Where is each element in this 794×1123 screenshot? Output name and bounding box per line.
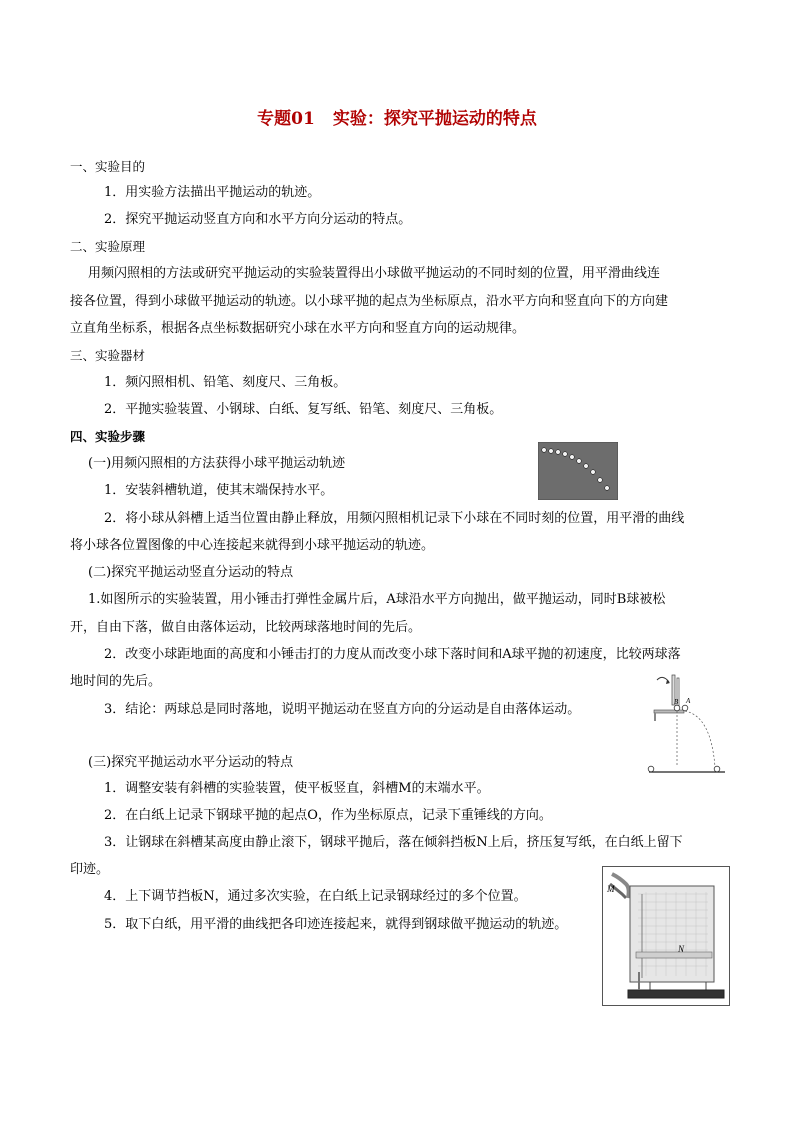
free-fall-apparatus-figure	[645, 672, 727, 776]
title-topic: 专题01	[257, 109, 315, 129]
section-heading-equipment: 三、实验器材	[70, 348, 146, 363]
page-title	[0, 104, 794, 129]
ball-a-label: A	[686, 697, 691, 705]
paragraph-line: 立直角坐标系，根据各点坐标数据研究小球在水平方向和竖直方向的运动规律。	[70, 321, 526, 336]
baffle-n	[636, 952, 712, 958]
subsection-heading: (三)探究平抛运动水平分运动的特点	[88, 755, 294, 770]
board-apparatus-figure	[602, 866, 730, 1006]
section-heading-steps: 四、实验步骤	[70, 429, 146, 444]
list-item: 1．频闪照相机、铅笔、刻度尺、三角板。	[104, 375, 347, 390]
paragraph-line: 3．让钢球在斜槽某高度由静止滚下，钢球平抛后，落在倾斜挡板N上后，挤压复写纸，在白纸上留下	[104, 835, 683, 850]
paragraph-line: 5．取下白纸，用平滑的曲线把各印迹连接起来，就得到钢球做平抛运动的轨迹。	[104, 917, 568, 932]
baffle-n-label: N	[678, 944, 685, 954]
strobe-photo-figure	[538, 442, 618, 500]
paragraph-line: 用频闪照相的方法或研究平抛运动的实验装置得出小球做平抛运动的不同时刻的位置，用平滑曲线连	[88, 266, 661, 281]
paragraph-line: 接各位置，得到小球做平抛运动的轨迹。以小球平抛的起点为坐标原点，沿水平方向和竖直向下的方向建	[70, 294, 669, 309]
paragraph-line: 1．安装斜槽轨道，使其末端保持水平。	[104, 483, 334, 498]
list-item: 2．探究平抛运动竖直方向和水平方向分运动的特点。	[104, 212, 412, 227]
subsection-heading: (二)探究平抛运动竖直分运动的特点	[88, 565, 294, 580]
paragraph-line: 4．上下调节挡板N，通过多次实验，在白纸上记录钢球经过的多个位置。	[104, 889, 527, 904]
paragraph-line: 2．将小球从斜槽上适当位置由静止释放，用频闪照相机记录下小球在不同时刻的位置，用平滑的曲线	[104, 511, 685, 526]
section-heading-purpose: 一、实验目的	[70, 159, 146, 174]
paragraph-line: 2．改变小球距地面的高度和小锤击打的力度从而改变小球下落时间和A球平抛的初速度，比较两球落	[104, 647, 681, 662]
ball-b-label: B	[674, 698, 679, 706]
subsection-heading: (一)用频闪照相的方法获得小球平抛运动轨迹	[88, 456, 346, 471]
list-item: 2．平抛实验装置、小钢球、白纸、复写纸、铅笔、刻度尺、三角板。	[104, 402, 503, 417]
paragraph-line: 3．结论：两球总是同时落地，说明平抛运动在竖直方向的分运动是自由落体运动。	[104, 702, 581, 717]
paragraph-line: 1．调整安装有斜槽的实验装置，使平板竖直，斜槽M的末端水平。	[104, 781, 490, 796]
paragraph-line: 1.如图所示的实验装置，用小锤击打弹性金属片后，A球沿水平方向抛出，做平抛运动，同时B球被松	[88, 592, 666, 607]
section-heading-principle: 二、实验原理	[70, 239, 146, 254]
paragraph-line: 2．在白纸上记录下钢球平抛的起点O，作为坐标原点，记录下重锤线的方向。	[104, 808, 552, 823]
title-main: 实验：探究平抛运动的特点	[332, 109, 537, 129]
paragraph-line: 地时间的先后。	[70, 674, 162, 689]
list-item: 1．用实验方法描出平抛运动的轨迹。	[104, 185, 321, 200]
paragraph-line: 印迹。	[70, 862, 110, 877]
paragraph-line: 将小球各位置图像的中心连接起来就得到小球平抛运动的轨迹。	[70, 538, 435, 553]
chute-m-label: M	[607, 884, 615, 894]
paragraph-line: 开，自由下落，做自由落体运动，比较两球落地时间的先后。	[70, 620, 422, 635]
